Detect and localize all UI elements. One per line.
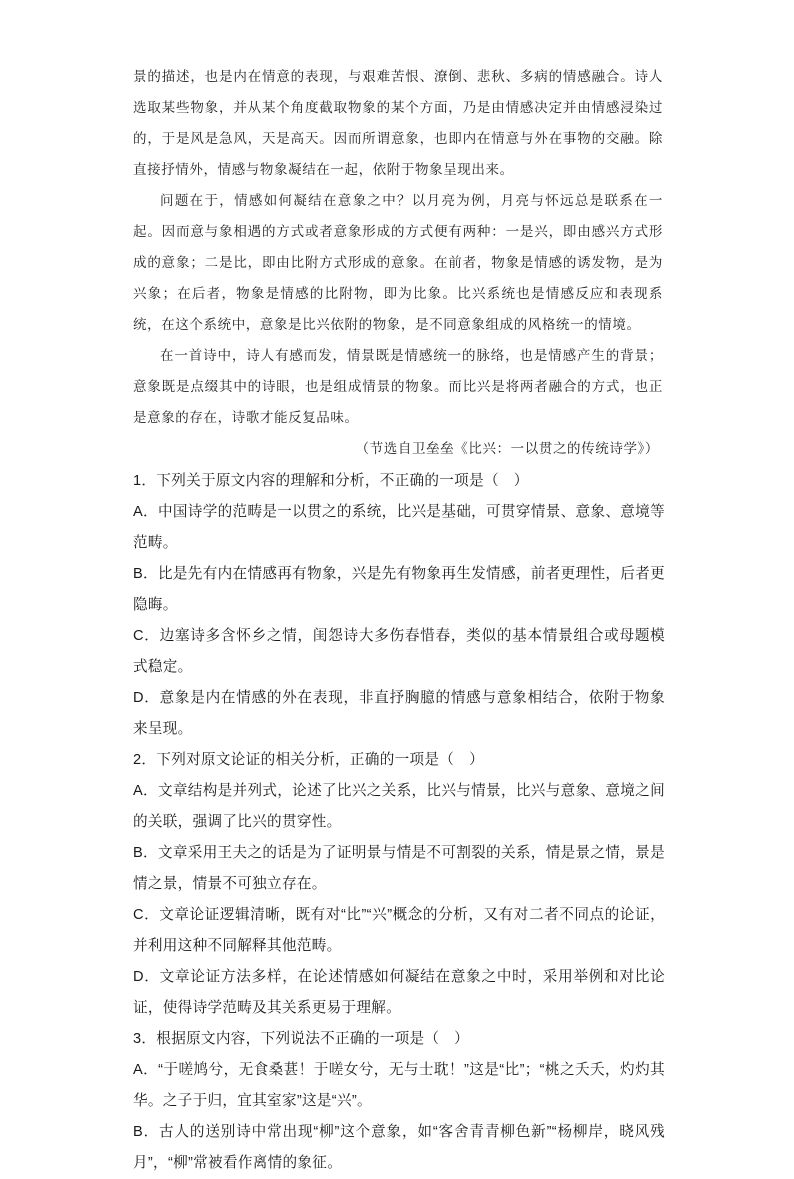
passage-paragraph-2: 问题在于，情感如何凝结在意象之中？以月亮为例，月亮与怀远总是联系在一起。因而意与象相遇的方式或者意象形成的方式便有两种：一是兴，即由感兴方式形成的意象；二是比，即由比附方式形成的意象。在前者，物象是情感的诱发物，是为兴象；在后者，物象是情感的比附物，即为比象。比兴系统也是情感反应和表现系统，在这个系统中，意象是比兴依附的物象，是不同意象组成的风格统一的情境。	[133, 193, 663, 333]
passage-paragraph-1: 景的描述，也是内在情意的表现，与艰难苦恨、潦倒、悲秋、多病的情感融合。诗人选取某些物象，并从某个角度截取物象的某个方面，乃是由情感决定并由情感浸染过的，于是风是急风，天是高天。因而所谓意象，也即内在情意与外在事物的交融。除直接抒情外，情感与物象凝结在一起，依附于物象呈现出来。	[133, 69, 663, 178]
question-3-option-a: A．“于嗟鸠兮，无食桑葚！于嗟女兮，无与士耽！”这是“比”；“桃之夭夭，灼灼其华。之子于归，宜其室家”这是“兴”。	[133, 1062, 665, 1109]
passage-source: （节选自卫垒垒《比兴：一以贯之的传统诗学》）	[355, 441, 659, 457]
question-2-option-a: A．文章结构是并列式，论述了比兴之关系，比兴与情景，比兴与意象、意境之间的关联，强调了比兴的贯穿性。	[133, 783, 665, 830]
question-1-option-d: D．意象是内在情感的外在表现，非直抒胸臆的情感与意象相结合，依附于物象来呈现。	[133, 690, 665, 737]
question-2-option-b: B．文章采用王夫之的话是为了证明景与情是不可割裂的关系，情是景之情，景是情之景，情景不可独立存在。	[133, 845, 665, 892]
question-1-stem: 1．下列关于原文内容的理解和分析，不正确的一项是（ ）	[133, 473, 529, 489]
question-list	[133, 466, 665, 1179]
passage-text	[133, 62, 663, 465]
question-2-option-c: C．文章论证逻辑清晰，既有对“比”“兴”概念的分析，又有对二者不同点的论证，并利用这种不同解释其他范畴。	[133, 907, 665, 954]
question-3-option-b: B．古人的送别诗中常出现“柳”这个意象，如“客舍青青柳色新”“杨柳岸，晓风残月”，“柳”常被看作离情的象征。	[133, 1124, 665, 1171]
question-2-stem: 2．下列对原文论证的相关分析，正确的一项是（ ）	[133, 752, 484, 768]
question-2-option-d: D．文章论证方法多样，在论述情感如何凝结在意象之中时，采用举例和对比论证，使得诗学范畴及其关系更易于理解。	[133, 969, 665, 1016]
question-1-option-c: C．边塞诗多含怀乡之情，闺怨诗大多伤春惜春，类似的基本情景组合或母题模式稳定。	[133, 628, 665, 675]
question-1-option-b: B．比是先有内在情感再有物象，兴是先有物象再生发情感，前者更理性，后者更隐晦。	[133, 566, 665, 613]
passage-paragraph-3: 在一首诗中，诗人有感而发，情景既是情感统一的脉络，也是情感产生的背景；意象既是点缀其中的诗眼，也是组成情景的物象。而比兴是将两者融合的方式，也正是意象的存在，诗歌才能反复品味。	[133, 348, 663, 426]
question-1-option-a: A．中国诗学的范畴是一以贯之的系统，比兴是基础，可贯穿情景、意象、意境等范畴。	[133, 504, 665, 551]
question-3-stem: 3．根据原文内容，下列说法不正确的一项是（ ）	[133, 1031, 470, 1047]
